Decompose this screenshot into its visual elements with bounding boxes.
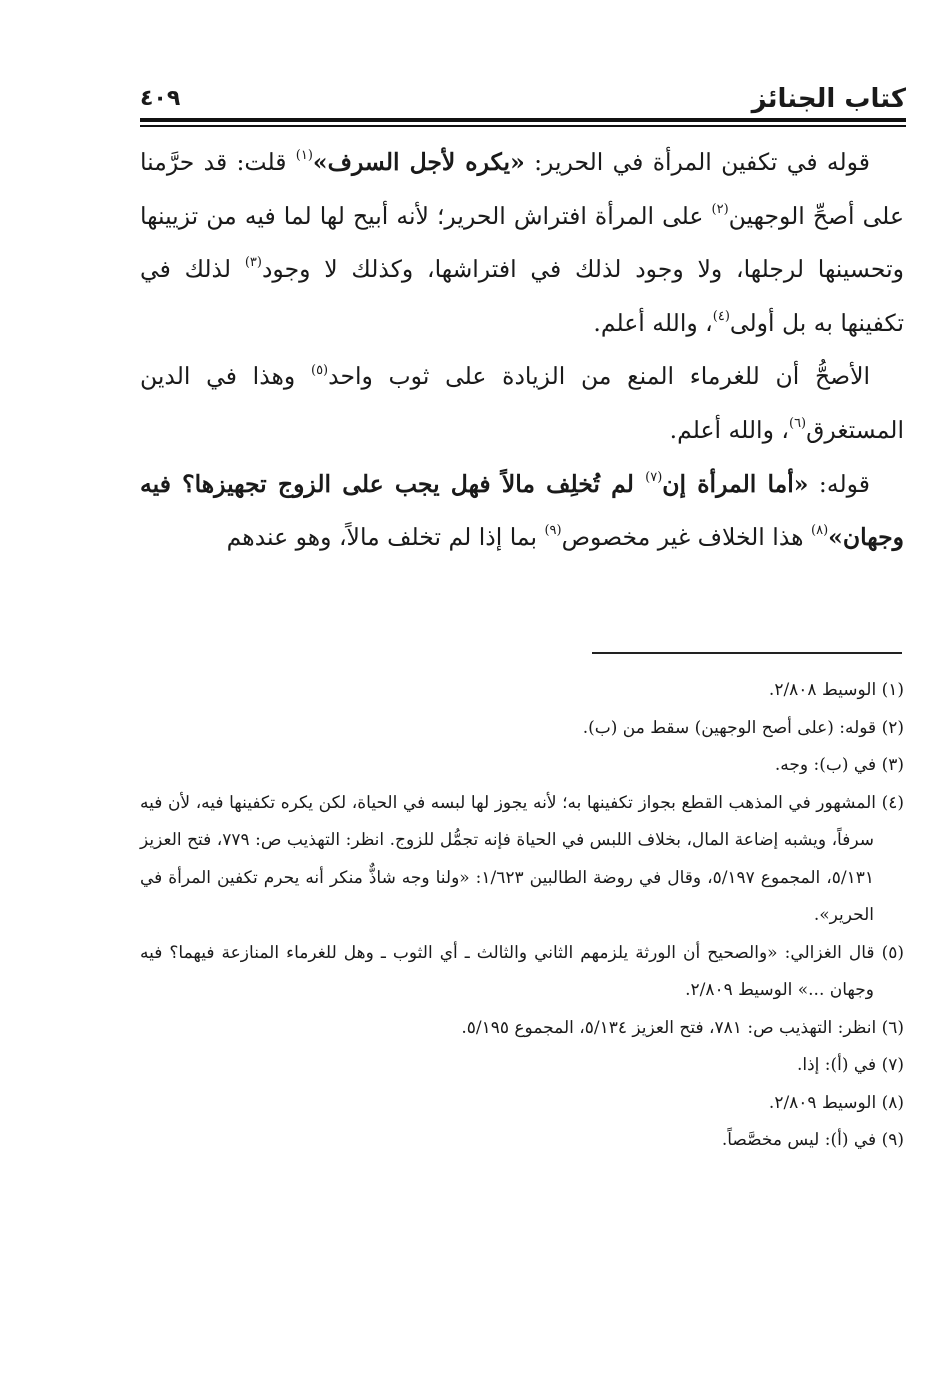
footnote-ref: (٣) [244,255,262,271]
footnote-ref: (٥) [310,362,329,378]
footnote: (٧) في (أ): إذا. [796,1055,904,1075]
footnote-ref: (١) [295,148,313,164]
footnote: (٥) قال الغزالي: «والصحيح أن الورثة يلزمهم الثاني والثالث ـ أي الثوب ـ وهل للغرماء المنازعة فيهما؟ فيه وجهان ...» الوسيط ٢/٨٠٩. [140,942,904,1000]
footnote: (٢) قوله: (على أصح الوجهين) سقط من (ب). [582,717,904,738]
footnote-separator [592,652,902,654]
footnote: (٩) في (أ): ليس مخصَّصاً. [721,1130,904,1150]
quoted-text: لم تُخلِف مالاً فهل يجب على الزوج تجهيزها؟ فيه وجهان» [140,469,904,552]
paragraph-creditors: الأصحُّ أن للغرماء المنع من الزيادة على ثوب واحد$^{(٥)}$ وهذا في الدين المستغرق$^{(٦)}$، والله أعلم. [140,362,904,444]
paragraph-woman-estate: قوله: «أما المرأة إن$^{(٧)}$ لم تُخلِف مالاً فهل يجب على الزوج تجهيزها؟ فيه وجهان»$^{(٨)}$ هذا الخلاف غير مخصوص$^{(٩)}$ بما إذا لم تخلف مالاً، وهو عندهم [140,469,904,552]
footnote: (٦) انظر: التهذيب ص: ٧٨١، فتح العزيز ٥/١٣٤، المجموع ٥/١٩٥. [461,1017,904,1038]
footnote-ref: (٦) [788,416,807,432]
paragraph-shroud-silk: قوله في تكفين المرأة في الحرير: «يكره لأجل السرف»$^{(١)}$ قلت: قد حرَّمنا على أصحِّ الوجهين$^{(٢)}$ على المرأة افتراش الحرير؛ لأنه أبيح لها لما فيه من تزيينها وتحسينها لرجلها، ولا وجود لذلك في افتراشها، وكذلك لا وجود$^{(٣)}$ لذلك في تكفينها به بل أولى$^{(٤)}$، والله أعلم. [140,148,904,337]
chapter-title: كتاب الجنائز [751,84,906,114]
footnote-ref: (٢) [711,201,729,217]
footnote: (٤) المشهور في المذهب القطع بجواز تكفينها به؛ لأنه يجوز لها لبسه في الحياة، لكن يكره تكفينها فيه، لأن فيه سرفاً، ويشبه إضاعة المال، بخلاف اللبس في الحياة فإنه تجمُّل للزوج. انظر: التهذيب ص: ٧٧٩، فتح العزيز ٥/١٣١، المجموع ٥/١٩٧، وقال في روضة الطالبين ١/٦٢٣: «ولنا وجه شاذٌّ منكر أنه يحرم تكفين المرأة في الحرير». [140,792,904,925]
header-rule-thin [140,125,906,127]
footnote-ref: (٧) [645,469,663,485]
footnote-ref: (٨) [811,523,829,539]
running-header [140,82,906,116]
footnotes [140,672,904,1160]
footnote: (٣) في (ب): وجه. [774,755,904,775]
footnote-ref: (٩) [544,523,562,539]
quoted-text: «أما المرأة إن [662,469,809,498]
header-rule-thick [140,118,906,122]
footnote: (٨) الوسيط ٢/٨٠٩. [768,1092,904,1113]
footnote-ref: (٤) [712,308,730,324]
page-number: ٤٠٩ [140,86,181,111]
footnote: (١) الوسيط ٢/٨٠٨. [768,680,904,700]
quoted-text: «يكره لأجل السرف» [312,148,525,176]
main-text [140,136,904,565]
